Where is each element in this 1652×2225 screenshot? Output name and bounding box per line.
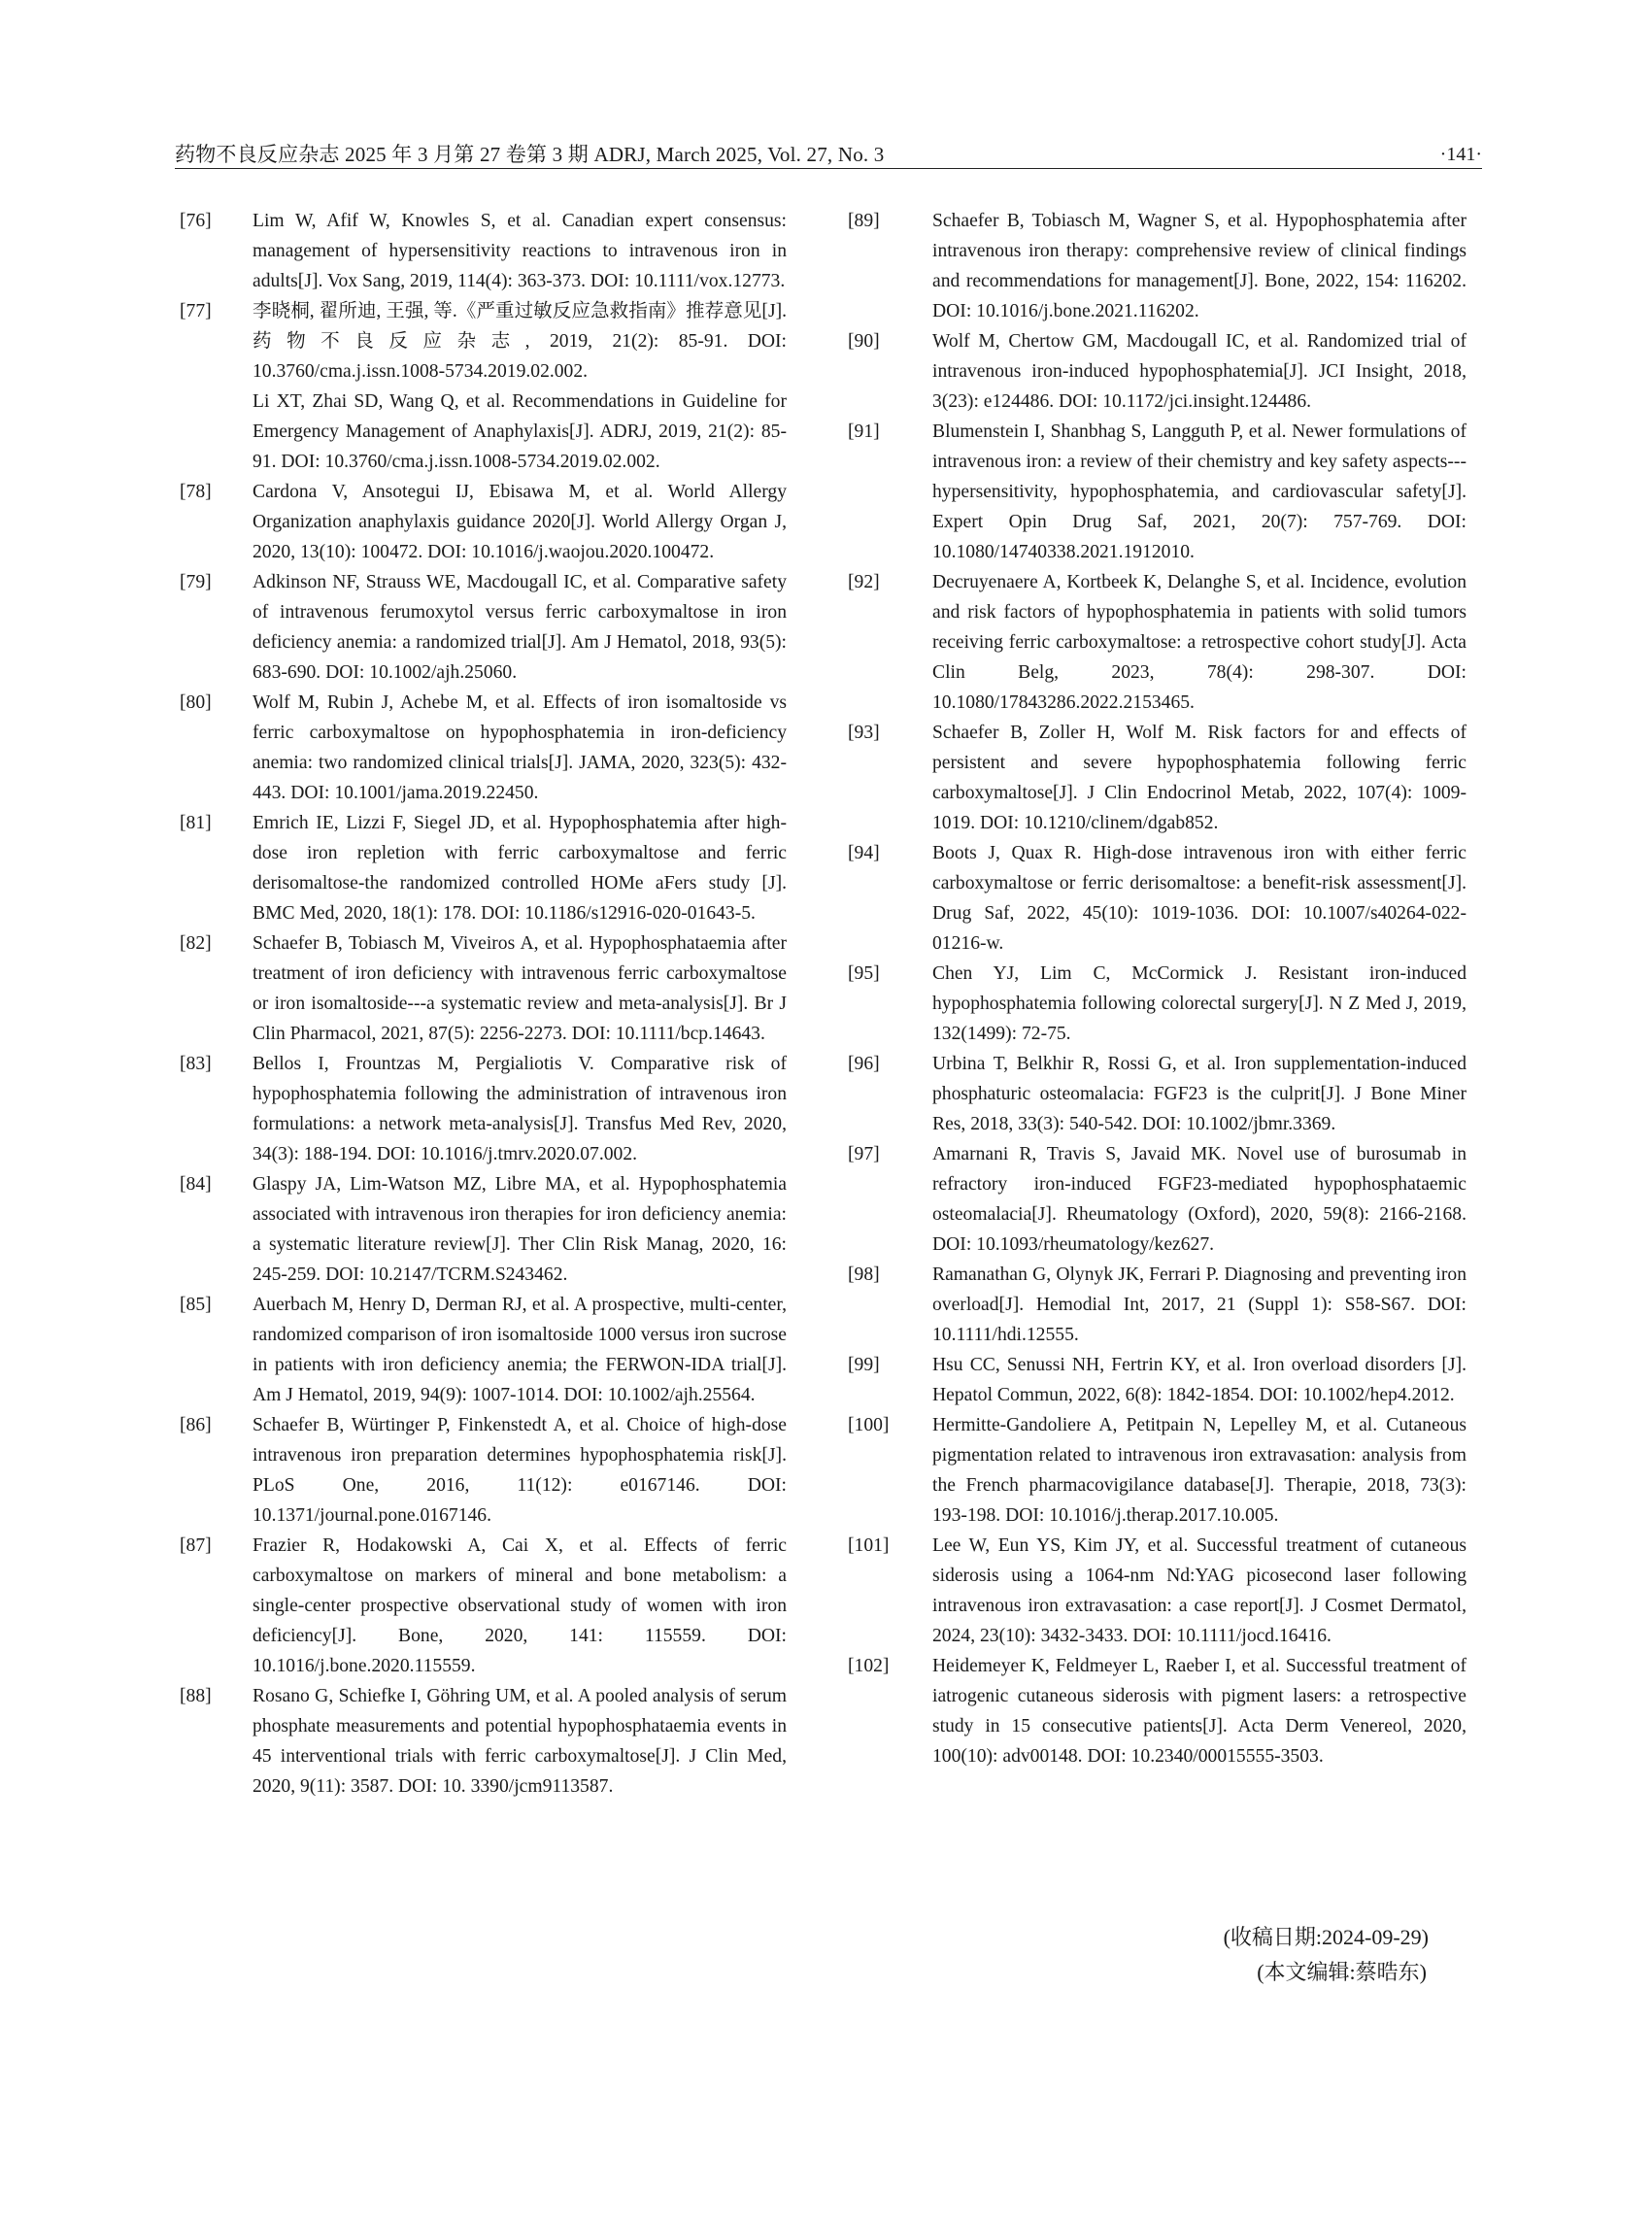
reference-text: Schaefer B, Tobiasch M, Viveiros A, et al. Hypophosphataemia after treatment of iron deficiency with intravenous ferric carboxymaltose or iron isomaltoside---a systematic review and meta-analysis[J]. Br J Clin Pharmacol, 2021, 87(5): 2256-2273. DOI: 10.1111/bcp.14643. xyxy=(253,933,787,1044)
references-left-column xyxy=(180,206,787,1802)
reference-number: [78] xyxy=(180,482,212,502)
received-date: (收稿日期:2024-09-29) xyxy=(1223,1925,1429,1949)
reference-item xyxy=(848,206,1467,326)
reference-number: [76] xyxy=(180,211,212,231)
reference-number: [99] xyxy=(848,1355,880,1375)
reference-text: Glaspy JA, Lim-Watson MZ, Libre MA, et al. Hypophosphatemia associated with intravenous iron therapies for iron deficiency anemia: a systematic literature review[J]. Ther Clin Risk Manag, 2020, 16: 245-259. DOI: 10.2147/TCRM.S243462. xyxy=(253,1174,787,1285)
reference-number: [95] xyxy=(848,963,880,984)
reference-item xyxy=(848,1260,1467,1350)
reference-text: Decruyenaere A, Kortbeek K, Delanghe S, et al. Incidence, evolution and risk factors of hypophosphatemia in patients with solid tumors receiving ferric carboxymaltose: a retrospective cohort study[J]. Acta Clin Belg, 2023, 78(4): 298-307. DOI: 10.1080/17843286.2022.2153465. xyxy=(932,572,1467,713)
reference-text-english: Li XT, Zhai SD, Wang Q, et al. Recommendations in Guideline for Emergency Management of Anaphylaxis[J]. ADRJ, 2019, 21(2): 85-91. DOI: 10.3760/cma.j.issn.1008-5734.2019.02.002. xyxy=(253,391,787,472)
reference-item xyxy=(180,567,787,688)
reference-item xyxy=(180,206,787,296)
reference-number: [90] xyxy=(848,331,880,352)
reference-number: [83] xyxy=(180,1054,212,1074)
reference-number: [88] xyxy=(180,1686,212,1706)
reference-text: Amarnani R, Travis S, Javaid MK. Novel use of burosumab in refractory iron-induced FGF23-mediated hypophosphataemic osteomalacia[J]. Rheumatology (Oxford), 2020, 59(8): 2166-2168. DOI: 10.1093/rheumatology/kez627. xyxy=(932,1144,1467,1255)
reference-item xyxy=(848,1139,1467,1260)
reference-text: Ramanathan G, Olynyk JK, Ferrari P. Diagnosing and preventing iron overload[J]. Hemodial Int, 2017, 21 (Suppl 1): S58-S67. DOI: 10.1111/hdi.12555. xyxy=(932,1264,1467,1345)
journal-citation: 药物不良反应杂志 2025 年 3 月第 27 卷第 3 期 ADRJ, March 2025, Vol. 27, No. 3 xyxy=(175,143,885,166)
reference-text: Cardona V, Ansotegui IJ, Ebisawa M, et al. World Allergy Organization anaphylaxis guidance 2020[J]. World Allergy Organ J, 2020, 13(10): 100472. DOI: 10.1016/j.waojou.2020.100472. xyxy=(253,482,787,562)
reference-text: Auerbach M, Henry D, Derman RJ, et al. A prospective, multi-center, randomized comparison of iron isomaltoside 1000 versus iron sucrose in patients with iron deficiency anemia; the FERWON-IDA trial[J]. Am J Hematol, 2019, 94(9): 1007-1014. DOI: 10.1002/ajh.25564. xyxy=(253,1295,787,1405)
reference-item xyxy=(848,567,1467,718)
reference-item xyxy=(180,1169,787,1290)
reference-item xyxy=(180,296,787,477)
reference-text: Hermitte-Gandoliere A, Petitpain N, Lepelley M, et al. Cutaneous pigmentation related to intravenous iron extravasation: analysis from the French pharmacovigilance database[J]. Therapie, 2018, 73(3): 193-198. DOI: 10.1016/j.therap.2017.10.005. xyxy=(932,1415,1467,1526)
reference-text: 李晓桐, 翟所迪, 王强, 等.《严重过敏反应急救指南》推荐意见[J]. 药物不良反应杂志, 2019, 21(2): 85-91. DOI: 10.3760/cma.j.issn.1008-5734.2019.02.002. xyxy=(253,301,787,382)
reference-text: Frazier R, Hodakowski A, Cai X, et al. Effects of ferric carboxymaltose on markers of mineral and bone metabolism: a single-center prospective observational study of women with iron deficiency[J]. Bone, 2020, 141: 115559. DOI: 10.1016/j.bone.2020.115559. xyxy=(253,1535,787,1676)
reference-item xyxy=(180,688,787,808)
reference-text: Emrich IE, Lizzi F, Siegel JD, et al. Hypophosphatemia after high-dose iron repletion with ferric carboxymaltose and ferric derisomaltose-the randomized controlled HOMe aFers study [J]. BMC Med, 2020, 18(1): 178. DOI: 10.1186/s12916-020-01643-5. xyxy=(253,813,787,924)
reference-item xyxy=(848,326,1467,417)
reference-item xyxy=(180,477,787,567)
reference-text: Chen YJ, Lim C, McCormick J. Resistant iron-induced hypophosphatemia following colorectal surgery[J]. N Z Med J, 2019, 132(1499): 72-75. xyxy=(932,963,1467,1044)
reference-number: [81] xyxy=(180,813,212,833)
reference-item xyxy=(848,1049,1467,1139)
reference-item xyxy=(180,1049,787,1169)
running-header xyxy=(175,141,1482,169)
reference-text: Schaefer B, Tobiasch M, Wagner S, et al. Hypophosphatemia after intravenous iron therapy: comprehensive review of clinical findings and recommendations for management[J]. Bone, 2022, 154: 116202. DOI: 10.1016/j.bone.2021.116202. xyxy=(932,211,1467,321)
reference-number: [102] xyxy=(848,1656,890,1676)
editor-note: (本文编辑:蔡晧东) xyxy=(1257,1960,1427,1984)
reference-number: [96] xyxy=(848,1054,880,1074)
reference-text: Urbina T, Belkhir R, Rossi G, et al. Iron supplementation-induced phosphaturic osteomalacia: FGF23 is the culprit[J]. J Bone Miner Res, 2018, 33(3): 540-542. DOI: 10.1002/jbmr.3369. xyxy=(932,1054,1467,1134)
reference-item xyxy=(180,1681,787,1802)
reference-text: Boots J, Quax R. High-dose intravenous iron with either ferric carboxymaltose or ferric derisomaltose: a benefit-risk assessment[J]. Drug Saf, 2022, 45(10): 1019-1036. DOI: 10.1007/s40264-022-01216-w. xyxy=(932,843,1467,954)
reference-number: [77] xyxy=(180,301,212,321)
reference-text: Lim W, Afif W, Knowles S, et al. Canadian expert consensus: management of hypersensitivity reactions to intravenous iron in adults[J]. Vox Sang, 2019, 114(4): 363-373. DOI: 10.1111/vox.12773. xyxy=(253,211,787,291)
reference-number: [93] xyxy=(848,723,880,743)
reference-item xyxy=(848,959,1467,1049)
reference-number: [84] xyxy=(180,1174,212,1195)
reference-number: [86] xyxy=(180,1415,212,1435)
reference-item xyxy=(180,1410,787,1531)
reference-number: [92] xyxy=(848,572,880,592)
references-right-column xyxy=(848,206,1467,1771)
reference-number: [79] xyxy=(180,572,212,592)
reference-number: [98] xyxy=(848,1264,880,1285)
reference-number: [89] xyxy=(848,211,880,231)
reference-item xyxy=(848,1531,1467,1651)
reference-item xyxy=(180,1531,787,1681)
reference-item xyxy=(848,1350,1467,1410)
reference-text: Schaefer B, Würtinger P, Finkenstedt A, et al. Choice of high-dose intravenous iron preparation determines hypophosphatemia risk[J]. PLoS One, 2016, 11(12): e0167146. DOI: 10.1371/journal.pone.0167146. xyxy=(253,1415,787,1526)
reference-number: [100] xyxy=(848,1415,890,1435)
reference-item xyxy=(180,808,787,928)
reference-text: Heidemeyer K, Feldmeyer L, Raeber I, et al. Successful treatment of iatrogenic cutaneous siderosis with pigment lasers: a retrospective study in 15 consecutive patients[J]. Acta Derm Venereol, 2020, 100(10): adv00148. DOI: 10.2340/00015555-3503. xyxy=(932,1656,1467,1767)
reference-number: [91] xyxy=(848,421,880,442)
reference-text: Bellos I, Frountzas M, Pergialiotis V. Comparative risk of hypophosphatemia following the administration of intravenous iron formulations: a network meta-analysis[J]. Transfus Med Rev, 2020, 34(3): 188-194. DOI: 10.1016/j.tmrv.2020.07.002. xyxy=(253,1054,787,1164)
reference-item xyxy=(848,838,1467,959)
reference-number: [82] xyxy=(180,933,212,954)
reference-number: [87] xyxy=(180,1535,212,1556)
reference-item xyxy=(180,928,787,1049)
reference-number: [85] xyxy=(180,1295,212,1315)
reference-number: [97] xyxy=(848,1144,880,1164)
reference-item xyxy=(848,1410,1467,1531)
reference-text: Lee W, Eun YS, Kim JY, et al. Successful treatment of cutaneous siderosis using a 1064-nm Nd:YAG picosecond laser following intravenous iron extravasation: a case report[J]. J Cosmet Dermatol, 2024, 23(10): 3432-3433. DOI: 10.1111/jocd.16416. xyxy=(932,1535,1467,1646)
reference-text: Wolf M, Chertow GM, Macdougall IC, et al. Randomized trial of intravenous iron-induced hypophosphatemia[J]. JCI Insight, 2018, 3(23): e124486. DOI: 10.1172/jci.insight.124486. xyxy=(932,331,1467,412)
reference-text: Schaefer B, Zoller H, Wolf M. Risk factors for and effects of persistent and severe hypophosphatemia following ferric carboxymaltose[J]. J Clin Endocrinol Metab, 2022, 107(4): 1009-1019. DOI: 10.1210/clinem/dgab852. xyxy=(932,723,1467,833)
reference-text: Wolf M, Rubin J, Achebe M, et al. Effects of iron isomaltoside vs ferric carboxymaltose on hypophosphatemia in iron-deficiency anemia: two randomized clinical trials[J]. JAMA, 2020, 323(5): 432-443. DOI: 10.1001/jama.2019.22450. xyxy=(253,692,787,803)
reference-number: [94] xyxy=(848,843,880,863)
reference-number: [80] xyxy=(180,692,212,713)
reference-text: Rosano G, Schiefke I, Göhring UM, et al. A pooled analysis of serum phosphate measurements and potential hypophosphataemia events in 45 interventional trials with ferric carboxymaltose[J]. J Clin Med, 2020, 9(11): 3587. DOI: 10. 3390/jcm9113587. xyxy=(253,1686,787,1797)
page-number: ·141· xyxy=(1439,144,1482,165)
reference-text: Blumenstein I, Shanbhag S, Langguth P, et al. Newer formulations of intravenous iron: a review of their chemistry and key safety aspects---hypersensitivity, hypophosphatemia, and cardiovascular safety[J]. Expert Opin Drug Saf, 2021, 20(7): 757-769. DOI: 10.1080/14740338.2021.1912010. xyxy=(932,421,1467,562)
reference-item xyxy=(848,718,1467,838)
reference-item xyxy=(848,1651,1467,1771)
reference-item xyxy=(848,417,1467,567)
reference-text: Adkinson NF, Strauss WE, Macdougall IC, et al. Comparative safety of intravenous ferumoxytol versus ferric carboxymaltose in iron deficiency anemia: a randomized trial[J]. Am J Hematol, 2018, 93(5): 683-690. DOI: 10.1002/ajh.25060. xyxy=(253,572,787,683)
reference-number: [101] xyxy=(848,1535,890,1556)
reference-item xyxy=(180,1290,787,1410)
reference-text: Hsu CC, Senussi NH, Fertrin KY, et al. Iron overload disorders [J]. Hepatol Commun, 2022, 6(8): 1842-1854. DOI: 10.1002/hep4.2012. xyxy=(932,1355,1467,1405)
